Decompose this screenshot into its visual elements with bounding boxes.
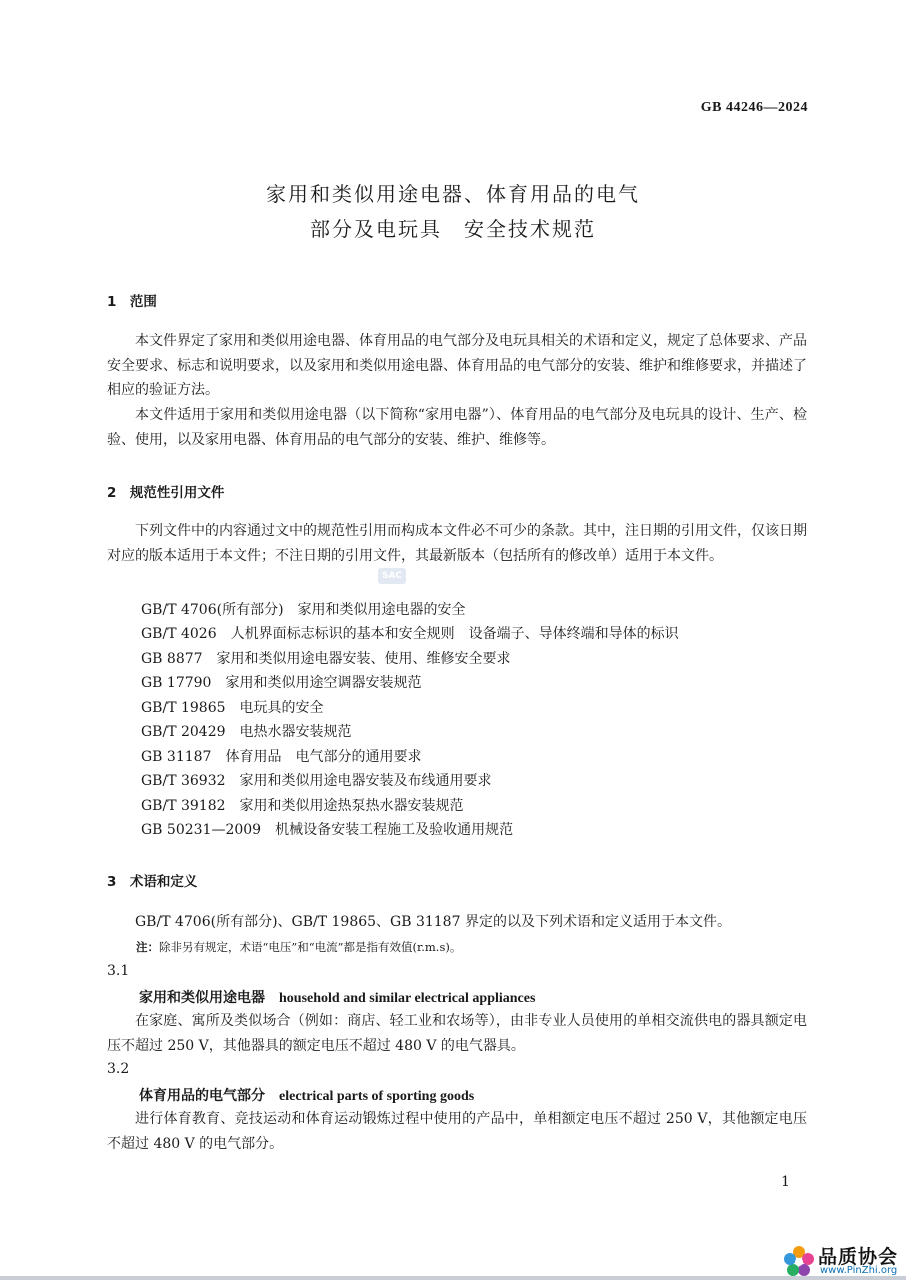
page-number: 1 (781, 1174, 790, 1190)
terms-intro: GB/T 4706(所有部分)、GB/T 19865、GB 31187 界定的以及下列术语和定义适用于本文件。 (135, 914, 731, 930)
sac-watermark: SAC (378, 568, 406, 584)
flower-logo-icon (782, 1244, 816, 1278)
scope-paragraph-2: 本文件适用于家用和类似用途电器（以下简称“家用电器”）、体育用品的电气部分及电玩具的设计、生产、检验、使用，以及家用电器、体育用品的电气部分的安装、维护、维修等。 (107, 407, 807, 448)
reference-item: GB/T 4706(所有部分) 家用和类似用途电器的安全 (141, 602, 466, 618)
bottom-divider (0, 1276, 906, 1280)
logo-title: 品质协会 (818, 1246, 899, 1268)
term-number: 3.1 (107, 963, 130, 979)
section-heading-scope: 1 范围 (107, 294, 157, 310)
reference-item: GB/T 39182 家用和类似用途热泵热水器安装规范 (141, 798, 464, 814)
reference-item: GB 50231—2009 机械设备安装工程施工及验收通用规范 (141, 822, 514, 838)
note-text: 除非另有规定，术语“电压”和“电流”都是指有效值(r.m.s)。 (159, 940, 462, 954)
standard-code: GB 44246—2024 (700, 100, 808, 115)
term-definition: 进行体育教育、竞技运动和体育运动锻炼过程中使用的产品中，单相额定电压不超过 250 V，其他额定电压不超过 480 V 的电气部分。 (107, 1111, 807, 1152)
pinzhi-logo[interactable] (780, 1240, 906, 1280)
term-definition: 在家庭、寓所及类似场合（例如：商店、轻工业和农场等），由非专业人员使用的单相交流供电的器具额定电压不超过 250 V，其他器具的额定电压不超过 480 V 的电气器具。 (107, 1013, 807, 1054)
reference-item: GB/T 4026 人机界面标志标识的基本和安全规则 设备端子、导体终端和导体的标识 (141, 626, 679, 642)
terms-note (136, 939, 461, 955)
reference-item: GB 31187 体育用品 电气部分的通用要求 (141, 749, 422, 765)
term-zh: 体育用品的电气部分 (139, 1088, 265, 1104)
reference-item: GB/T 36932 家用和类似用途电器安装及布线通用要求 (141, 773, 492, 789)
term-title (139, 1085, 474, 1105)
reference-item: GB/T 19865 电玩具的安全 (141, 700, 324, 716)
reference-item: GB 8877 家用和类似用途电器安装、使用、维修安全要求 (141, 651, 511, 667)
logo-url[interactable]: www.PinZhi.org (820, 1265, 898, 1276)
term-en: household and similar electrical appliances (279, 991, 536, 1006)
term-number: 3.2 (107, 1061, 130, 1077)
section-heading-normative: 2 规范性引用文件 (107, 485, 225, 501)
note-label: 注： (136, 940, 159, 954)
reference-item: GB/T 20429 电热水器安装规范 (141, 724, 352, 740)
normative-intro: 下列文件中的内容通过文中的规范性引用而构成本文件必不可少的条款。其中，注日期的引用文件，仅该日期对应的版本适用于本文件；不注日期的引用文件，其最新版本（包括所有的修改单）适用于本文件。 (107, 523, 807, 564)
document-title-line-2: 部分及电玩具 安全技术规范 (310, 217, 596, 241)
term-en: electrical parts of sporting goods (279, 1089, 475, 1104)
scope-paragraph-1: 本文件界定了家用和类似用途电器、体育用品的电气部分及电玩具相关的术语和定义，规定了总体要求、产品安全要求、标志和说明要求，以及家用和类似用途电器、体育用品的电气部分的安装、维护和维修要求，并描述了相应的验证方法。 (107, 333, 807, 398)
section-heading-terms: 3 术语和定义 (107, 874, 198, 890)
term-zh: 家用和类似用途电器 (139, 990, 265, 1006)
term-title (139, 987, 535, 1007)
document-title-line-1: 家用和类似用途电器、体育用品的电气 (266, 182, 640, 206)
reference-item: GB 17790 家用和类似用途空调器安装规范 (141, 675, 422, 691)
